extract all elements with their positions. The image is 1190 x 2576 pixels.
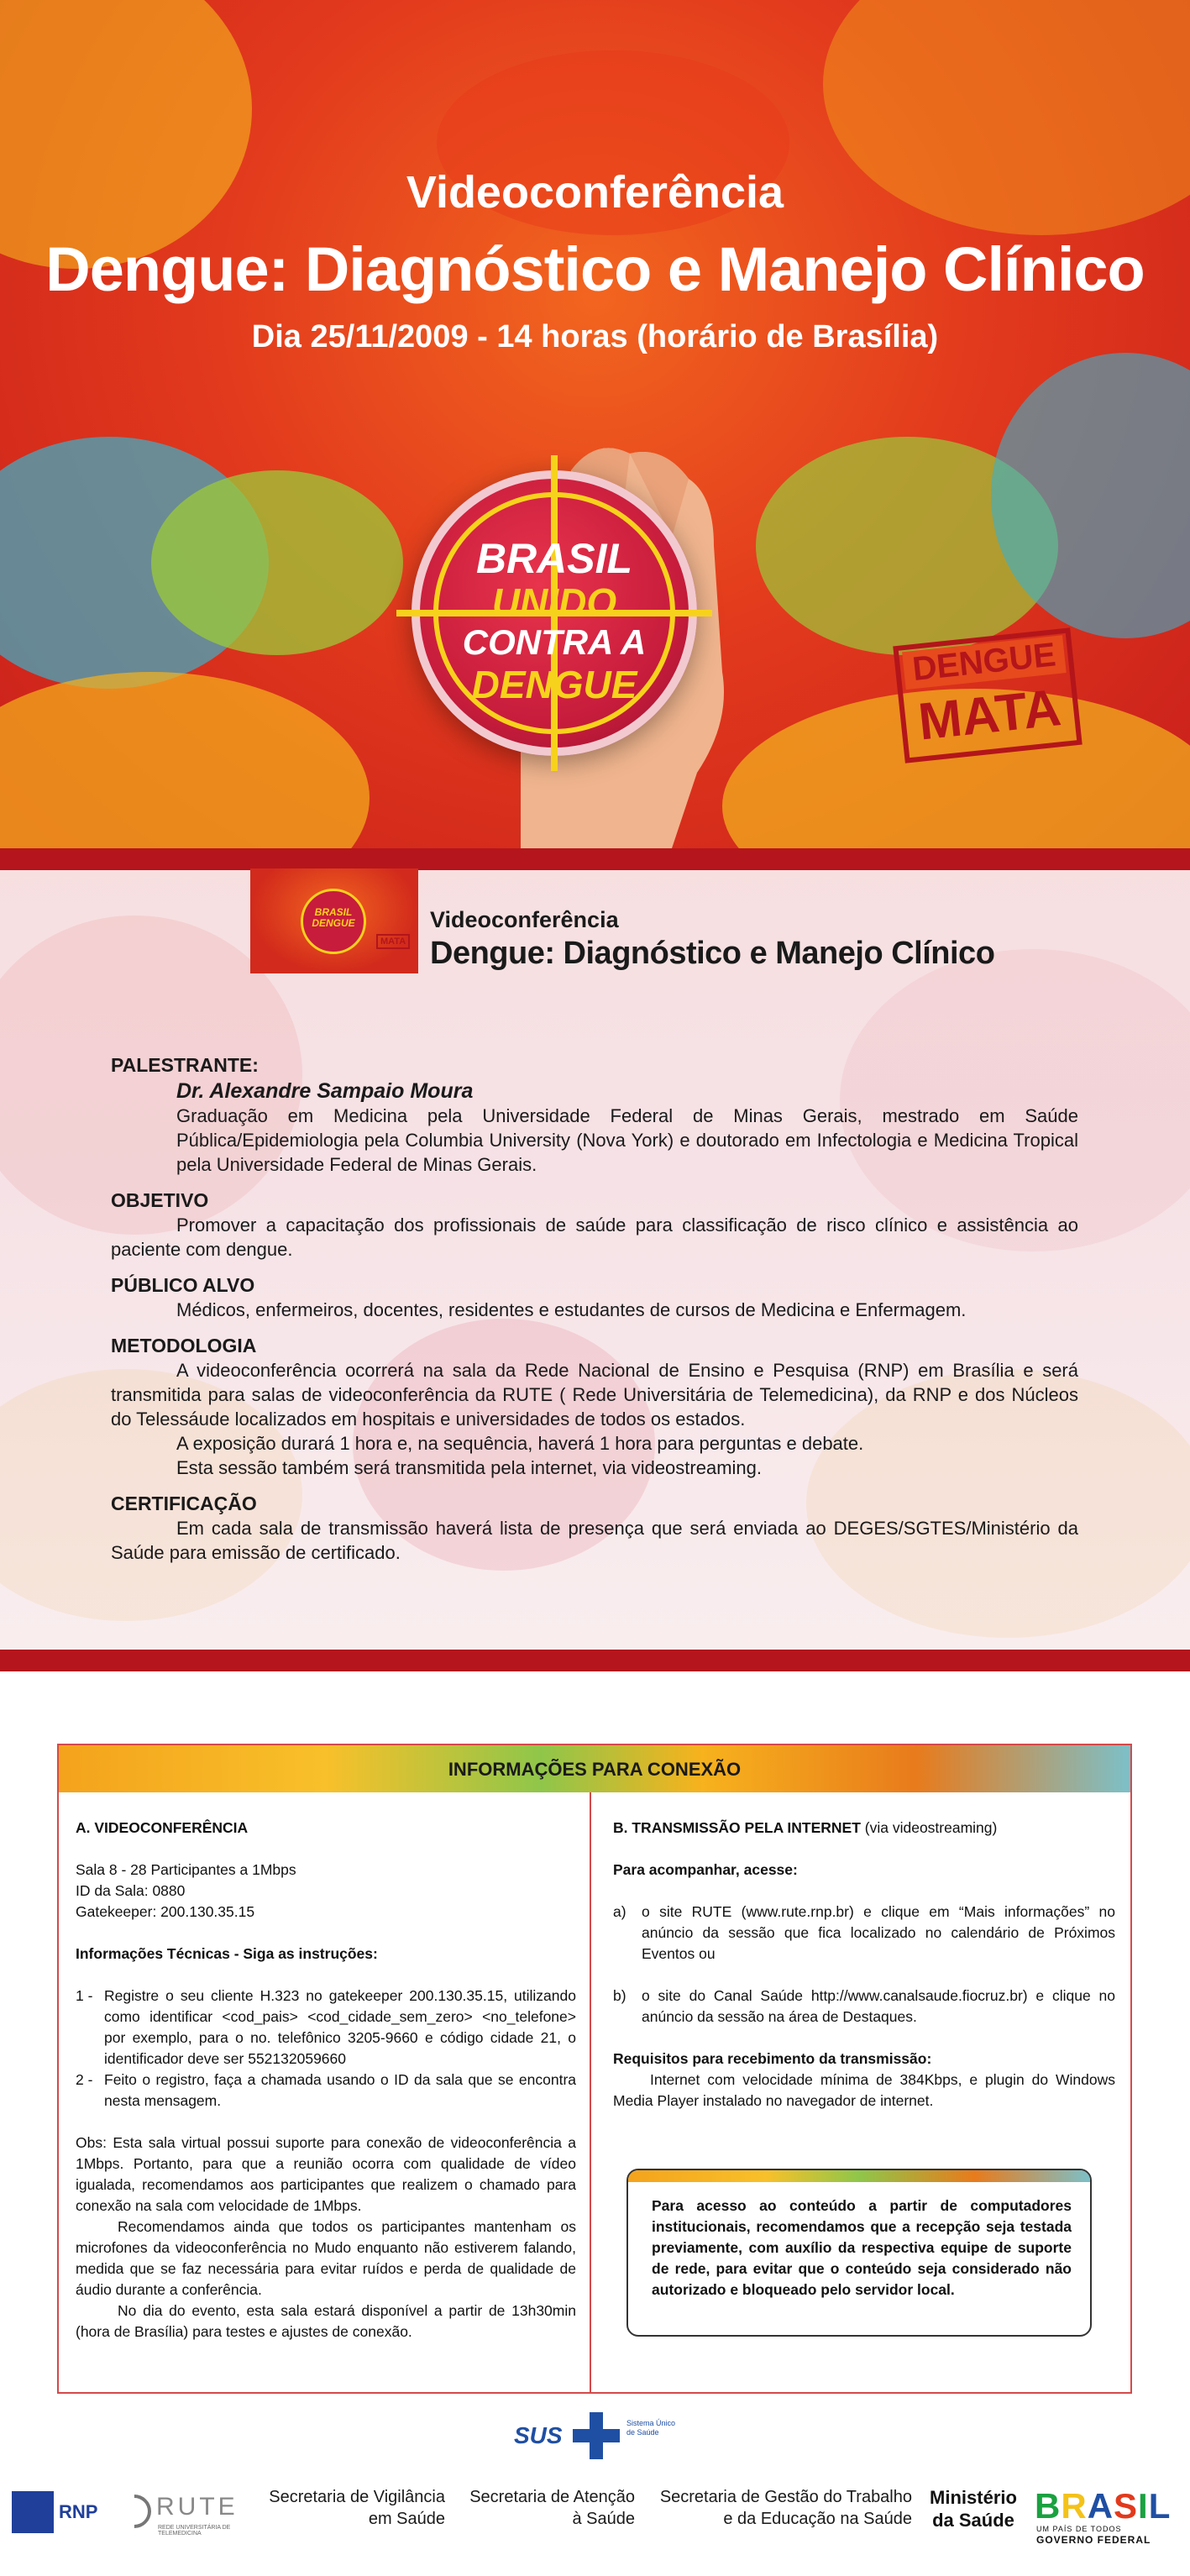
section-heading: CERTIFICAÇÃO — [111, 1493, 257, 1514]
sas-label: Secretaria de Atenção à Saúde — [469, 2488, 635, 2528]
hero-date: Dia 25/11/2009 - 14 horas (horário de Brasília) — [251, 319, 939, 354]
sus-cross-icon — [573, 2412, 620, 2459]
sus-logo: SUS Sistema Único de Saúde — [514, 2412, 679, 2458]
obs-text: Obs: Esta sala virtual possui suporte para conexão de videoconferência a 1Mbps. Portanto, para que a reunião ocorra com qualidade de vídeo igualada, recomendamos aos participantes que realizem o chamado para conexão na sala com velocidade de 1Mbps. — [76, 2134, 576, 2214]
speaker-name: Dr. Alexandre Sampaio Moura — [176, 1079, 474, 1103]
institutional-access-notice — [626, 2169, 1092, 2337]
videoconference-column — [76, 1818, 576, 2343]
event-description — [111, 1045, 1078, 1565]
column-divider — [590, 1792, 591, 2392]
requirements-text: Internet com velocidade mínima de 384Kbps, e plugin do Windows Media Player instalado no navegador de internet. — [613, 2071, 1115, 2109]
methodology-text: A exposição durará 1 hora e, na sequência, haverá 1 hora para perguntas e debate. — [176, 1433, 864, 1454]
section-heading: PALESTRANTE: — [111, 1054, 259, 1076]
decor-blob — [0, 0, 252, 269]
hero-kicker: Videoconferência — [406, 167, 784, 218]
obs-text: No dia do evento, esta sala estará disponível a partir de 13h30min (hora de Brasília) para testes e ajustes de conexão. — [76, 2302, 576, 2340]
methodology-text: Esta sessão também será transmitida pela internet, via videostreaming. — [176, 1457, 762, 1478]
section-heading: OBJETIVO — [111, 1189, 209, 1211]
audience-text: Médicos, enfermeiros, docentes, residentes e estudantes de cursos de Medicina e Enfermagem. — [176, 1299, 967, 1320]
room-info: Sala 8 - 28 Participantes a 1Mbps — [76, 1861, 296, 1878]
connection-info-header — [59, 1745, 1130, 1792]
brasil-governo-logo: BRASIL UM PAÍS DE TODOS GOVERNO FEDERAL — [1035, 2486, 1172, 2546]
certification-text: Em cada sala de transmissão haverá lista de presença que será enviada ao DEGES/SGTES/Ministério da Saúde para emissão de certificado. — [111, 1518, 1078, 1563]
badge-line: CONTRA A — [462, 622, 647, 662]
panel-kicker: Videoconferência — [430, 907, 619, 932]
stamp-line: DENGUE — [902, 635, 1067, 690]
notice-text: Para acesso ao conteúdo a partir de computadores institucionais, recomendamos que a recepção seja testada previamente, com auxílio da respectiva equipe de suporte de rede, para evitar que o conteúdo seja considerado não autorizado e bloqueado pelo servidor local. — [652, 2197, 1072, 2298]
room-id: ID da Sala: 0880 — [76, 1882, 186, 1899]
section-heading: PÚBLICO ALVO — [111, 1274, 255, 1296]
divider-bar — [0, 848, 1190, 870]
badge-line: UNIDO — [491, 580, 617, 624]
connection-info-heading: INFORMAÇÕES PARA CONEXÃO — [448, 1759, 742, 1780]
ministerio-label: Ministério da Saúde — [930, 2487, 1017, 2531]
decor-blob — [0, 672, 370, 848]
rnp-logo: RNP — [12, 2486, 104, 2545]
divider-bar — [0, 1650, 1190, 1671]
event-thumbnail: BRASIL DENGUE MATA — [250, 868, 418, 973]
hero-title: Dengue: Diagnóstico e Manejo Clínico — [45, 234, 1145, 304]
objective-text: Promover a capacitação dos profissionais de saúde para classificação de risco clínico e assistência ao paciente com dengue. — [111, 1215, 1078, 1260]
requirements-title: Requisitos para recebimento da transmissão: — [613, 2050, 932, 2067]
list-item: a) o site RUTE (www.rute.rnp.br) e clique em “Mais informações” no anúncio da sessão que fica localizado no calendário de Próximos Eventos ou — [613, 1903, 1115, 1962]
column-title: B. TRANSMISSÃO PELA INTERNET — [613, 1819, 861, 1836]
column-title-suffix: (via videostreaming) — [860, 1819, 998, 1836]
access-label: Para acompanhar, acesse: — [613, 1861, 798, 1878]
streaming-column — [613, 1818, 1115, 2112]
rute-logo: RUTE REDE UNIVERSITÁRIA DE TELEMEDICINA — [118, 2486, 252, 2545]
methodology-text: A videoconferência ocorrerá na sala da Rede Nacional de Ensino e Pesquisa (RNP) em Brasília e será transmitida para salas de videoconferência da RUTE ( Rede Universitária de Telemedicina), da RNP e dos Núcleos do Telessáude localizados em hospitais e universidades de todos os estados. — [111, 1360, 1078, 1430]
sgtes-label: Secretaria de Gestão do Trabalho e da Educação na Saúde — [659, 2488, 912, 2528]
decor-blob — [151, 470, 403, 655]
tech-info-title: Informações Técnicas - Siga as instruções: — [76, 1945, 378, 1962]
panel-title: Dengue: Diagnóstico e Manejo Clínico — [430, 936, 995, 971]
list-item: 1 - Registre o seu cliente H.323 no gatekeeper 200.130.35.15, utilizando como identificar <cod_pais> <cod_cidade_sem_zero> <no_telefone> por exemplo, para o no. telefônico 3205-9660 e código cidade 21, o identificador deve ser 552132059660 — [76, 1987, 576, 2067]
connection-info-box — [57, 1744, 1132, 2394]
obs-text: Recomendamos ainda que todos os participantes mantenham os microfones da videoconferência no Mudo enquanto não estiverem falando, medida que se faz necessária para evitar ruídos e perda de qualidade de áudio durante a conferência. — [76, 2218, 576, 2298]
section-heading: METODOLOGIA — [111, 1335, 257, 1356]
gatekeeper-info: Gatekeeper: 200.130.35.15 — [76, 1903, 255, 1920]
column-title: A. VIDEOCONFERÊNCIA — [76, 1819, 249, 1836]
dengue-mata-stamp — [893, 627, 1082, 763]
svs-label: Secretaria de Vigilância em Saúde — [269, 2488, 445, 2528]
hero-banner — [0, 0, 1190, 848]
list-item: 2 - Feito o registro, faça a chamada usando o ID da sala que se encontra nesta mensagem. — [76, 2071, 576, 2109]
speaker-bio: Graduação em Medicina pela Universidade Federal de Minas Gerais, mestrado em Saúde Pública/Epidemiologia pela Columbia University (Nova York) e doutorado em Infectologia e Medicina Tropical pela Universidade Federal de Minas Gerais. — [176, 1105, 1078, 1175]
badge-line: DENGUE — [471, 663, 637, 706]
badge-line: BRASIL — [475, 535, 633, 582]
brasil-unido-badge — [412, 470, 697, 756]
stamp-line: MATA — [915, 679, 1064, 752]
list-item: b) o site do Canal Saúde http://www.canalsaude.fiocruz.br) e clique no anúncio da sessão na área de Destaques. — [613, 1987, 1115, 2025]
